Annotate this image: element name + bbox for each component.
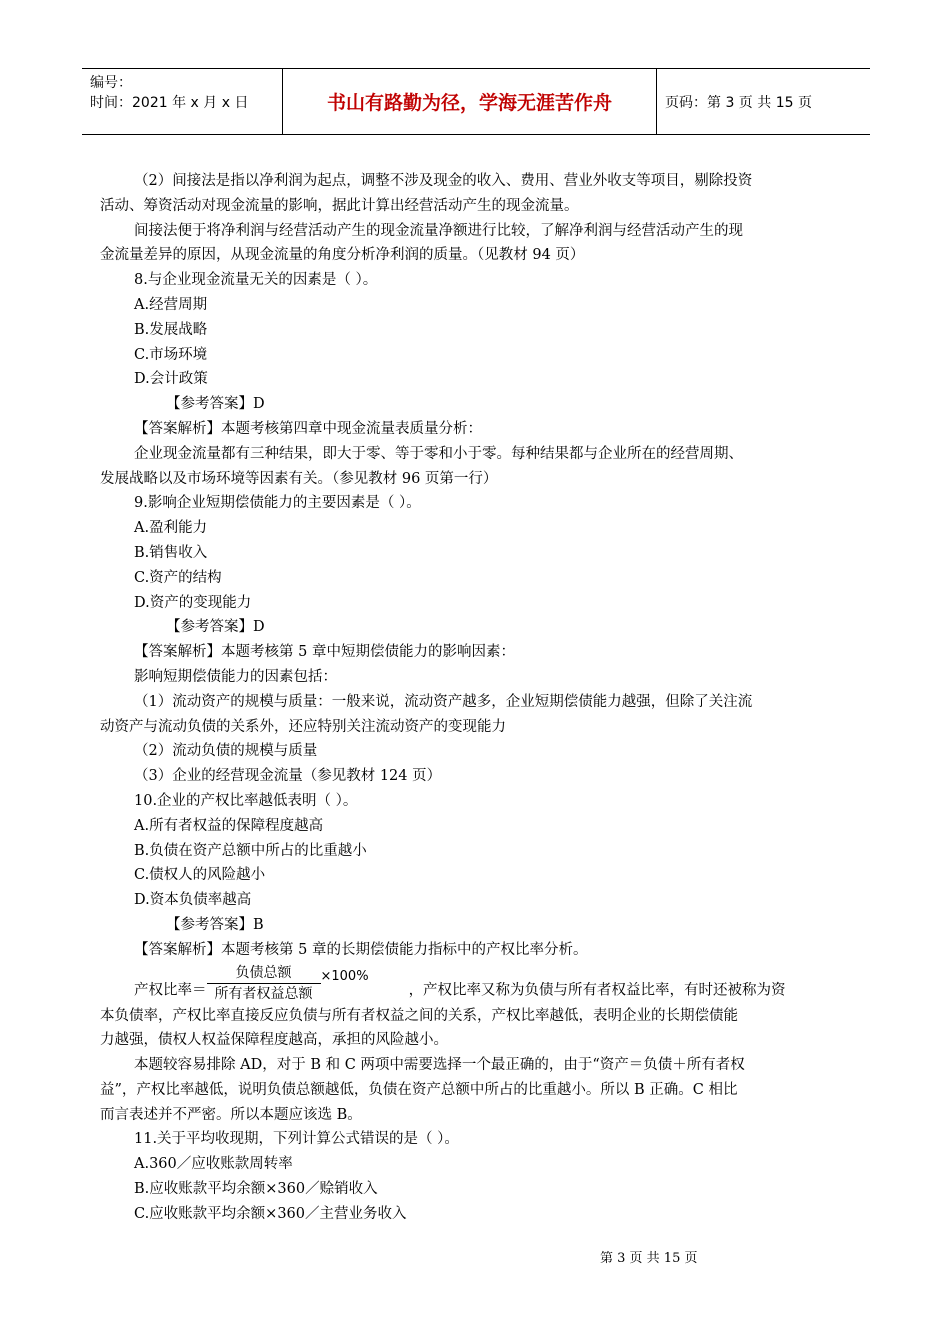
- formula-line: [100, 964, 850, 1004]
- paragraph-line: （2）间接法是指以净利润为起点，调整不涉及现金的收入、费用、营业外收支等项目，剔除投资: [134, 173, 753, 189]
- option-a: A.360／应收账款周转率: [134, 1156, 293, 1173]
- paragraph-line: （2）流动负债的规模与质量: [134, 743, 318, 760]
- option-d: D.资本负债率越高: [134, 892, 252, 909]
- formula-multiplier: ×100%: [320, 968, 369, 984]
- paragraph-line: 金流量差异的原因，从现金流量的角度分析净利润的质量。（见教材 94 页）: [100, 247, 585, 264]
- answer-explanation: 【答案解析】本题考核第 5 章的长期偿债能力指标中的产权比率分析。: [134, 941, 588, 958]
- option-c: C.市场环境: [134, 346, 208, 363]
- header-meta: [82, 69, 282, 134]
- option-c: C.债权人的风险越小: [134, 867, 266, 884]
- page-footer: 第 3 页 共 15 页: [600, 1251, 698, 1266]
- document-body: [100, 169, 850, 1227]
- page-header: [82, 68, 870, 135]
- paragraph-line: 间接法便于将净利润与经营活动产生的现金流量净额进行比较，了解净利润与经营活动产生的现: [134, 222, 743, 239]
- option-b: B.负债在资产总额中所占的比重越小: [134, 842, 367, 859]
- option-c: C.资产的结构: [134, 569, 222, 586]
- paragraph-line: 而言表述并不严密。所以本题应该选 B。: [100, 1106, 362, 1123]
- question-10: 10.企业的产权比率越低表明（ ）。: [134, 792, 358, 809]
- option-d: D.会计政策: [134, 371, 208, 388]
- formula-rest: ，产权比率又称为负债与所有者权益比率，有时还被称为资: [408, 982, 786, 998]
- reference-answer: 【参考答案】B: [166, 916, 264, 933]
- document-date-label: 时间：2021 年 x 月 x 日: [90, 95, 249, 111]
- option-d: D.资产的变现能力: [134, 594, 252, 611]
- header-motto: 书山有路勤为径，学海无涯苦作舟: [282, 69, 657, 134]
- option-a: A.盈利能力: [134, 520, 208, 537]
- option-b: B.发展战略: [134, 321, 208, 338]
- option-c: C.应收账款平均余额×360／主营业务收入: [134, 1205, 407, 1222]
- paragraph-line: 益”，产权比率越低，说明负债总额越低，负债在资产总额中所占的比重越小。所以 B 正确。C 相比: [100, 1081, 738, 1098]
- paragraph-line: 本负债率，产权比率直接反应负债与所有者权益之间的关系，产权比率越低，表明企业的长期偿债能: [100, 1007, 738, 1024]
- option-a: A.经营周期: [134, 296, 208, 313]
- paragraph-line: 活动、筹资活动对现金流量的影响，据此计算出经营活动产生的现金流量。: [100, 197, 579, 214]
- formula-numerator: 负债总额: [235, 964, 292, 981]
- question-8: 8.与企业现金流量无关的因素是（ ）。: [134, 272, 378, 289]
- paragraph-line: 企业现金流量都有三种结果，即大于零、等于零和小于零。每种结果都与企业所在的经营周期、: [134, 445, 743, 462]
- option-b: B.销售收入: [134, 544, 208, 561]
- paragraph-line: 本题较容易排除 AD，对于 B 和 C 两项中需要选择一个最正确的，由于“资产＝负债＋所有者权: [134, 1057, 745, 1074]
- option-a: A.所有者权益的保障程度越高: [134, 817, 324, 834]
- paragraph-line: 影响短期偿债能力的因素包括：: [134, 668, 337, 685]
- paragraph-line: （3）企业的经营现金流量（参见教材 124 页）: [134, 768, 442, 785]
- paragraph-line: （1）流动资产的规模与质量：一般来说，流动资产越多，企业短期偿债能力越强，但除了关注流: [134, 693, 753, 710]
- answer-explanation: 【答案解析】本题考核第 5 章中短期偿债能力的影响因素：: [134, 644, 515, 661]
- reference-answer: 【参考答案】D: [166, 396, 265, 413]
- question-11: 11.关于平均收现期，下列计算公式错误的是（ ）。: [134, 1131, 459, 1148]
- option-b: B.应收账款平均余额×360／赊销收入: [134, 1181, 378, 1198]
- header-page-label: 页码：第 3 页 共 15 页: [665, 94, 812, 111]
- answer-explanation: 【答案解析】本题考核第四章中现金流量表质量分析：: [134, 420, 482, 437]
- formula-denominator: 所有者权益总额: [207, 983, 321, 1004]
- document-number-label: 编号：: [90, 75, 132, 91]
- question-9: 9.影响企业短期偿债能力的主要因素是（ ）。: [134, 495, 421, 512]
- paragraph-line: 发展战略以及市场环境等因素有关。（参见教材 96 页第一行）: [100, 470, 498, 487]
- reference-answer: 【参考答案】D: [166, 619, 265, 636]
- paragraph-line: 动资产与流动负债的关系外，还应特别关注流动资产的变现能力: [100, 718, 506, 735]
- formula-prefix: 产权比率＝: [134, 982, 207, 998]
- formula-fraction: [207, 963, 321, 1004]
- paragraph-line: 力越强，债权人权益保障程度越高，承担的风险越小。: [100, 1032, 448, 1049]
